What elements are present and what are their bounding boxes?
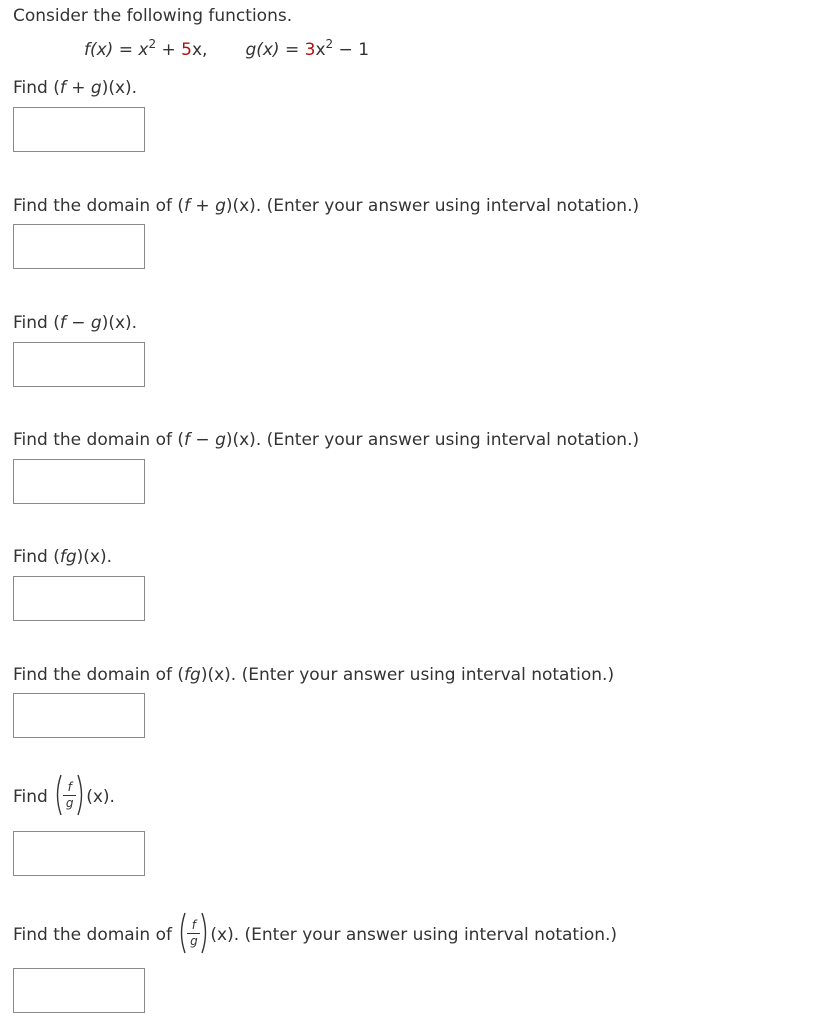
question-quotient: Find $\frac{f}{g}$ (x). (13, 778, 115, 816)
question-difference-domain: Find the domain of (f − g)(x). (Enter your answer using interval notation.) (13, 430, 640, 450)
question-quotient-domain: Find the domain of $\frac{f}{g}$ (x). (Enter your answer using interval notation.) (13, 916, 617, 954)
answer-quotient-domain-input[interactable] (13, 968, 145, 1013)
answer-sum-domain-input[interactable] (13, 224, 145, 269)
question-sum-domain: Find the domain of (f + g)(x). (Enter your answer using interval notation.) (13, 196, 640, 216)
answer-product-domain-input[interactable] (13, 693, 145, 738)
answer-difference-domain-input[interactable] (13, 459, 145, 504)
answer-quotient-input[interactable] (13, 831, 145, 876)
function-definitions (84, 37, 370, 60)
f-definition: $f(x) = x^2 + 5x$, (84, 37, 208, 60)
quotient-domain-fraction: $\frac{f}{g}$ (177, 912, 210, 954)
answer-sum-input[interactable] (13, 107, 145, 152)
problem-intro: Consider the following functions. (13, 6, 293, 26)
question-difference: Find (f − g)(x). (13, 313, 138, 333)
question-product: Find (fg)(x). (13, 547, 113, 567)
answer-product-input[interactable] (13, 576, 145, 621)
question-product-domain: Find the domain of (fg)(x). (Enter your answer using interval notation.) (13, 665, 615, 685)
answer-difference-input[interactable] (13, 342, 145, 387)
quotient-fraction: $\frac{f}{g}$ (53, 774, 86, 816)
question-sum: Find (f + g)(x). (13, 78, 138, 98)
g-definition: $g(x) = 3x^2 - 1$ (245, 37, 370, 60)
